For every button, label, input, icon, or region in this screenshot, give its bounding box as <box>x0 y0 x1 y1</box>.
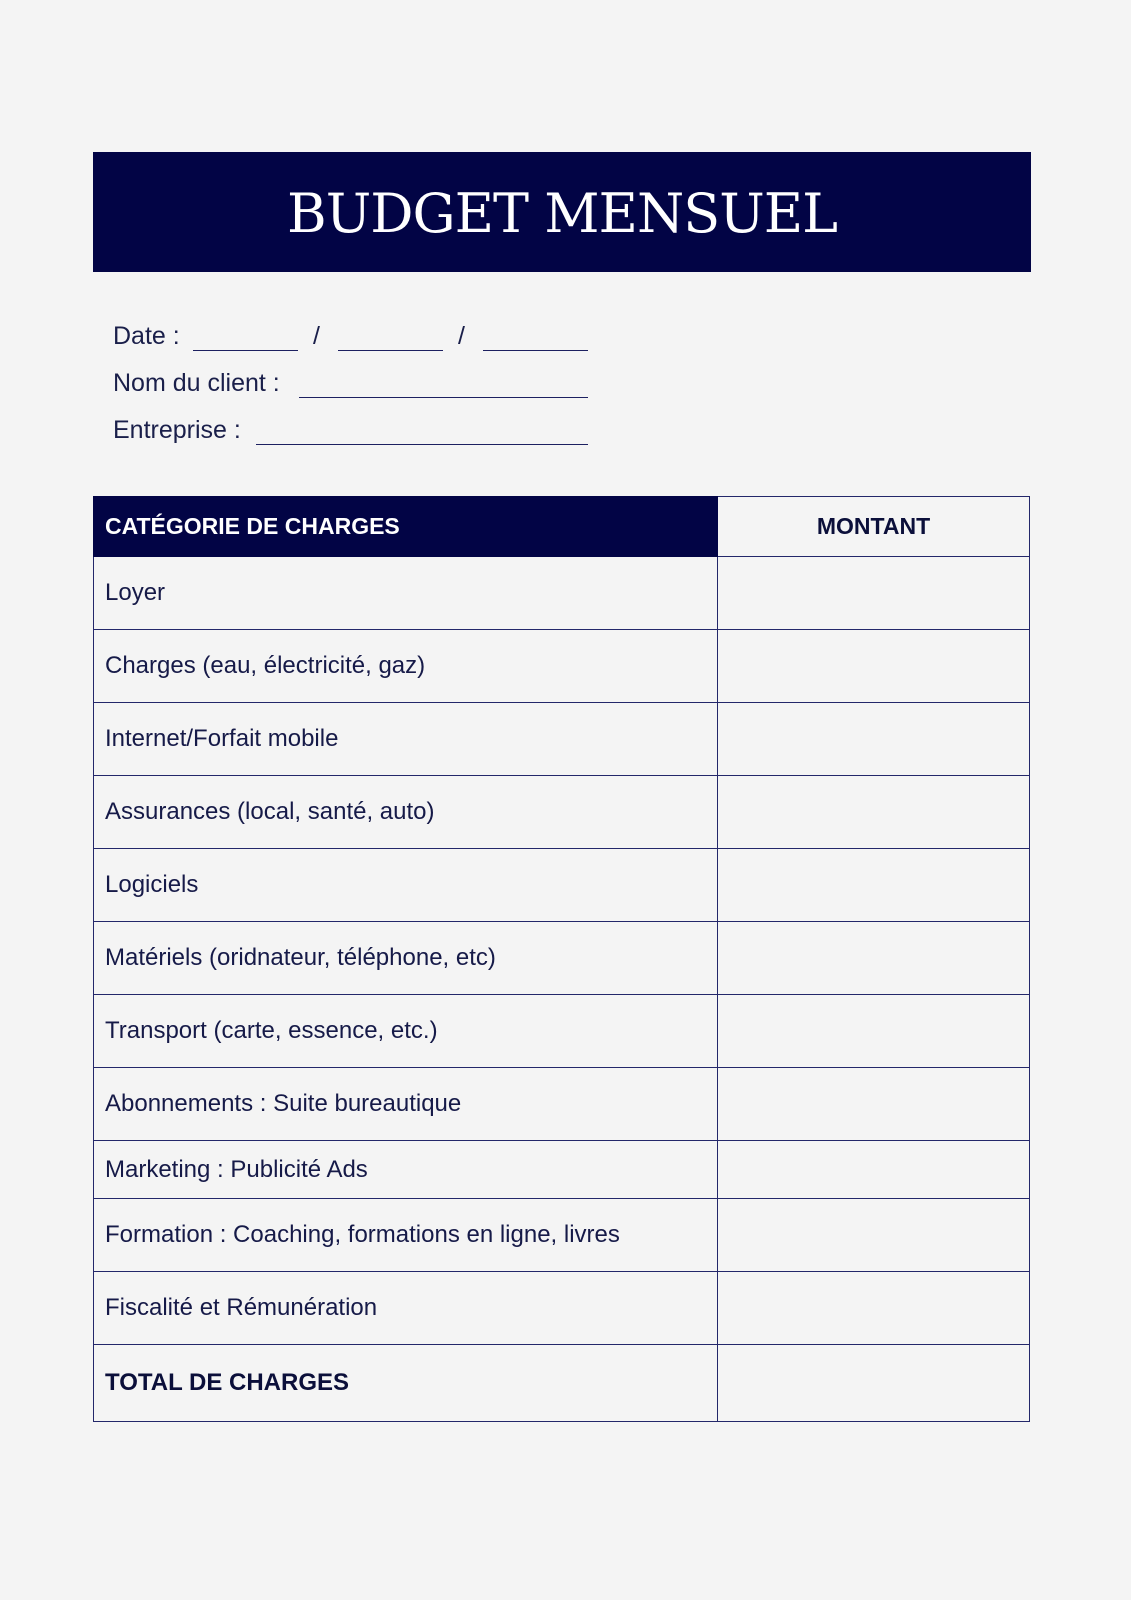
category-cell: Internet/Forfait mobile <box>94 703 718 776</box>
amount-cell[interactable] <box>718 922 1030 995</box>
table-row <box>94 776 1030 849</box>
table-row <box>94 703 1030 776</box>
header-amount: MONTANT <box>718 497 1030 557</box>
amount-cell[interactable] <box>718 1068 1030 1141</box>
client-row <box>113 365 613 412</box>
table-row <box>94 557 1030 630</box>
amount-cell[interactable] <box>718 849 1030 922</box>
title-banner <box>93 152 1031 272</box>
amount-cell[interactable] <box>718 703 1030 776</box>
table-row <box>94 630 1030 703</box>
amount-cell[interactable] <box>718 776 1030 849</box>
page-title: BUDGET MENSUEL <box>287 182 837 245</box>
total-amount-cell[interactable] <box>718 1345 1030 1422</box>
category-cell: Abonnements : Suite bureautique <box>94 1068 718 1141</box>
category-cell: Marketing : Publicité Ads <box>94 1141 718 1199</box>
amount-cell[interactable] <box>718 630 1030 703</box>
total-label: TOTAL DE CHARGES <box>94 1345 718 1422</box>
category-cell: Transport (carte, essence, etc.) <box>94 995 718 1068</box>
amount-cell[interactable] <box>718 1141 1030 1199</box>
total-row <box>94 1345 1030 1422</box>
date-separator-1: / <box>313 322 320 350</box>
category-cell: Assurances (local, santé, auto) <box>94 776 718 849</box>
client-name-field[interactable] <box>299 397 588 398</box>
table-row <box>94 849 1030 922</box>
company-label: Entreprise : <box>113 416 241 444</box>
category-cell: Logiciels <box>94 849 718 922</box>
amount-cell[interactable] <box>718 995 1030 1068</box>
category-cell: Charges (eau, électricité, gaz) <box>94 630 718 703</box>
date-year-field[interactable] <box>483 350 588 351</box>
amount-cell[interactable] <box>718 1199 1030 1272</box>
date-day-field[interactable] <box>193 350 298 351</box>
category-cell: Loyer <box>94 557 718 630</box>
table-row <box>94 1068 1030 1141</box>
table-row <box>94 995 1030 1068</box>
charges-table <box>93 496 1030 1422</box>
company-row <box>113 412 613 459</box>
category-cell: Matériels (oridnateur, téléphone, etc) <box>94 922 718 995</box>
header-category: CATÉGORIE DE CHARGES <box>94 497 718 557</box>
category-cell: Fiscalité et Rémunération <box>94 1272 718 1345</box>
date-row <box>113 318 613 365</box>
date-separator-2: / <box>458 322 465 350</box>
date-label: Date : <box>113 322 180 350</box>
table-header-row <box>94 497 1030 557</box>
amount-cell[interactable] <box>718 557 1030 630</box>
amount-cell[interactable] <box>718 1272 1030 1345</box>
category-cell: Formation : Coaching, formations en ligne, livres <box>94 1199 718 1272</box>
client-info-form <box>113 318 613 459</box>
table-row <box>94 1272 1030 1345</box>
date-month-field[interactable] <box>338 350 443 351</box>
client-label: Nom du client : <box>113 369 280 397</box>
company-field[interactable] <box>256 444 588 445</box>
table-row <box>94 1141 1030 1199</box>
table-row <box>94 922 1030 995</box>
table-row <box>94 1199 1030 1272</box>
